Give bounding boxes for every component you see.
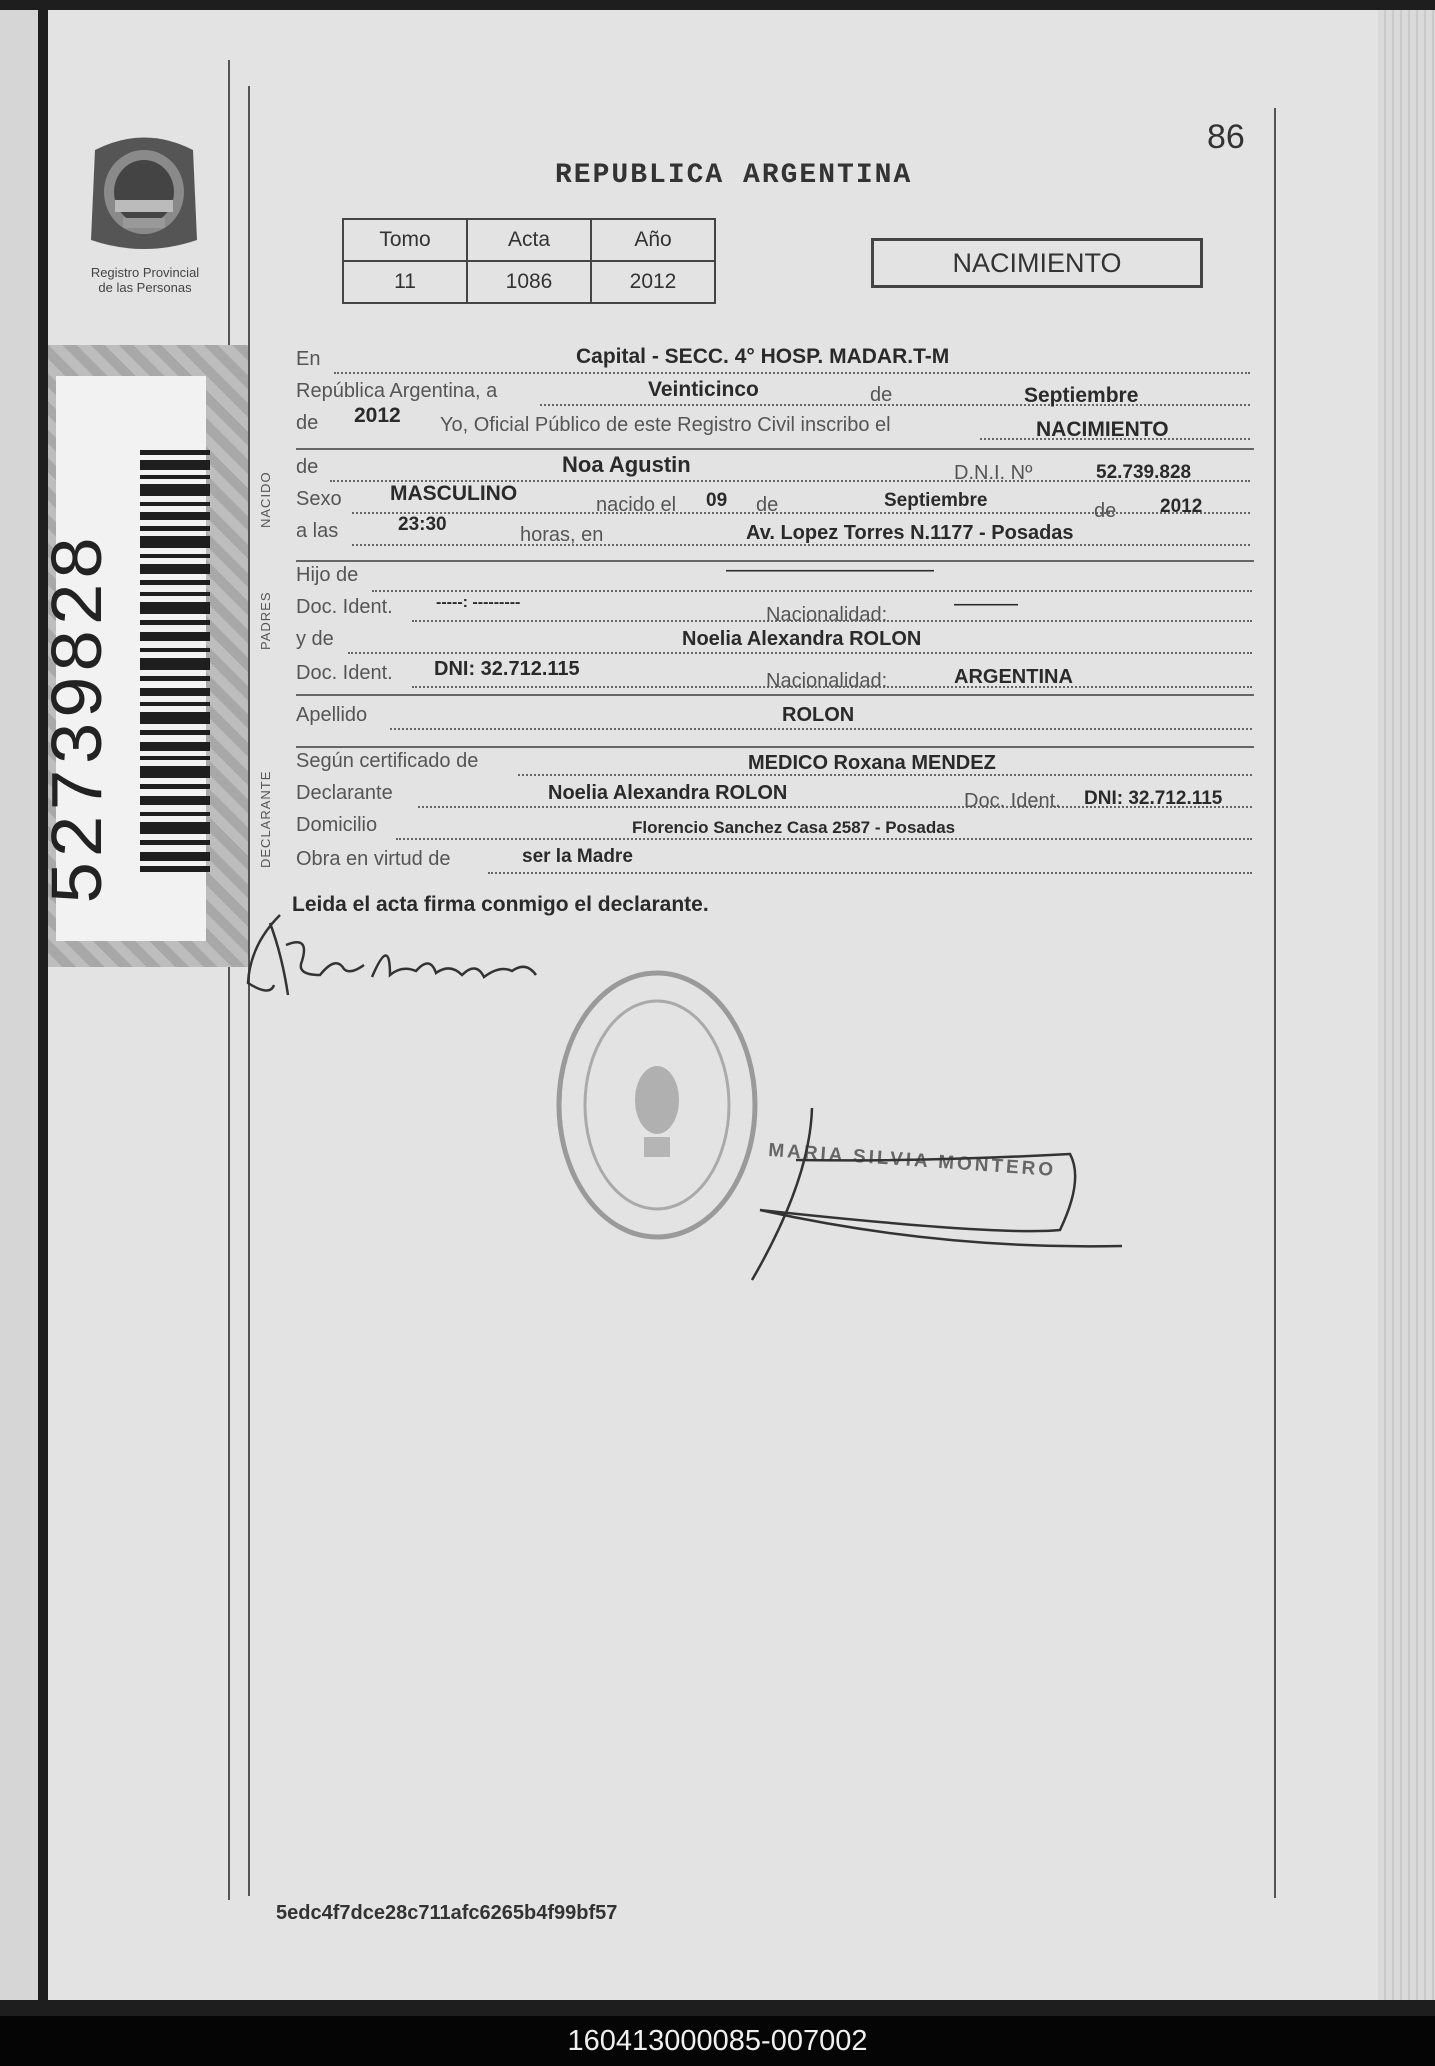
closing-statement: Leida el acta firma conmigo el declarante.: [292, 893, 709, 916]
birth-year: 2012: [1160, 496, 1203, 517]
label-nacido: nacido el: [596, 494, 677, 516]
day-text: Veinticinco: [648, 378, 759, 401]
child-dni: 52.739.828: [1096, 462, 1192, 483]
field-father-doc: Doc. Ident.: [296, 596, 393, 618]
field-hijo: Hijo de: [296, 564, 359, 586]
barcode-icon: [140, 450, 210, 875]
field-republica: República Argentina, a: [296, 380, 498, 402]
field-obra: Obra en virtud de: [296, 848, 451, 870]
birth-place: Av. Lopez Torres N.1177 - Posadas: [746, 522, 1074, 544]
field-year: de: [296, 412, 319, 434]
obra-reason: ser la Madre: [522, 846, 633, 867]
mother-name: Noelia Alexandra ROLON: [682, 628, 922, 650]
field-mother-doc: Doc. Ident.: [296, 662, 393, 684]
document-type-box: NACIMIENTO: [871, 238, 1203, 288]
sexo: MASCULINO: [390, 482, 518, 505]
field-declarante: Declarante: [296, 782, 393, 804]
label-de: de: [870, 384, 893, 406]
father-doc: -----: ---------: [436, 594, 521, 611]
label-horas: horas, en: [520, 524, 604, 546]
field-sexo: Sexo: [296, 488, 342, 510]
label-birth-year: de: [1094, 500, 1117, 522]
field-apellido: Apellido: [296, 704, 368, 726]
field-domicilio: Domicilio: [296, 814, 378, 836]
label-father-nationality: Nacionalidad:: [766, 604, 888, 626]
official-text: Yo, Oficial Público de este Registro Civil inscribo el: [440, 414, 891, 436]
place-of-record: Capital - SECC. 4° HOSP. MADAR.T-M: [576, 345, 950, 368]
barcode-number: 52739828: [40, 533, 124, 905]
father-name: —————————————: [726, 562, 934, 579]
country-title: REPUBLICA ARGENTINA: [555, 160, 913, 191]
document-hash: 5edc4f7dce28c711afc6265b4f99bf57: [276, 1902, 618, 1924]
birth-month: Septiembre: [884, 490, 988, 511]
table-header-tomo: Tomo: [343, 219, 467, 261]
registry-table: [342, 218, 716, 304]
label-dni: D.N.I. Nº: [954, 462, 1033, 484]
declarant-signature: [240, 905, 550, 1015]
table-cell-ano: 2012: [591, 261, 715, 303]
month: Septiembre: [1024, 384, 1139, 407]
provincial-seal-icon: [85, 130, 203, 258]
left-margin-line: [228, 60, 230, 1900]
registrar-signature: [740, 1100, 1130, 1290]
right-margin-line: [1274, 108, 1276, 1898]
adjacent-page-left: [0, 10, 38, 2000]
child-name: Noa Agustin: [562, 452, 691, 477]
label-declarant-doc: Doc. Ident.: [964, 790, 1061, 812]
label-birth-de: de: [756, 494, 779, 516]
field-alas: a las: [296, 520, 339, 542]
field-name: de: [296, 456, 319, 478]
field-yde: y de: [296, 628, 334, 650]
table-cell-acta: 1086: [467, 261, 591, 303]
father-nationality: ————: [954, 596, 1018, 613]
registrar-stamp-name: MARIA SILVIA MONTERO: [767, 1139, 1057, 1182]
birth-day: 09: [706, 490, 728, 511]
table-header-ano: Año: [591, 219, 715, 261]
side-label-padres: PADRES: [258, 591, 273, 650]
mother-doc: DNI: 32.712.115: [434, 658, 580, 680]
page-number: 86: [1207, 118, 1245, 156]
footer-id: 160413000085-007002: [0, 2016, 1435, 2066]
page-stack-edge: [1378, 10, 1435, 2000]
field-certificado: Según certificado de: [296, 750, 479, 772]
field-en: En: [296, 348, 321, 370]
registry-label: Registro Provincial de las Personas: [90, 265, 200, 295]
birth-time: 23:30: [398, 514, 447, 535]
label-mother-nationality: Nacionalidad:: [766, 670, 888, 692]
year: 2012: [354, 404, 401, 427]
table-header-acta: Acta: [467, 219, 591, 261]
declarant-doc: DNI: 32.712.115: [1084, 788, 1223, 809]
official-stamp-icon: [552, 965, 762, 1245]
side-label-nacido: NACIDO: [258, 471, 273, 528]
inscription-type: NACIMIENTO: [1036, 418, 1169, 441]
certificate-issuer: MEDICO Roxana MENDEZ: [748, 752, 996, 774]
surname: ROLON: [782, 704, 855, 726]
mother-nationality: ARGENTINA: [954, 666, 1073, 688]
declarant-name: Noelia Alexandra ROLON: [548, 782, 788, 804]
domicilio: Florencio Sanchez Casa 2587 - Posadas: [632, 818, 956, 837]
table-cell-tomo: 11: [343, 261, 467, 303]
side-label-declarante: DECLARANTE: [258, 770, 273, 868]
